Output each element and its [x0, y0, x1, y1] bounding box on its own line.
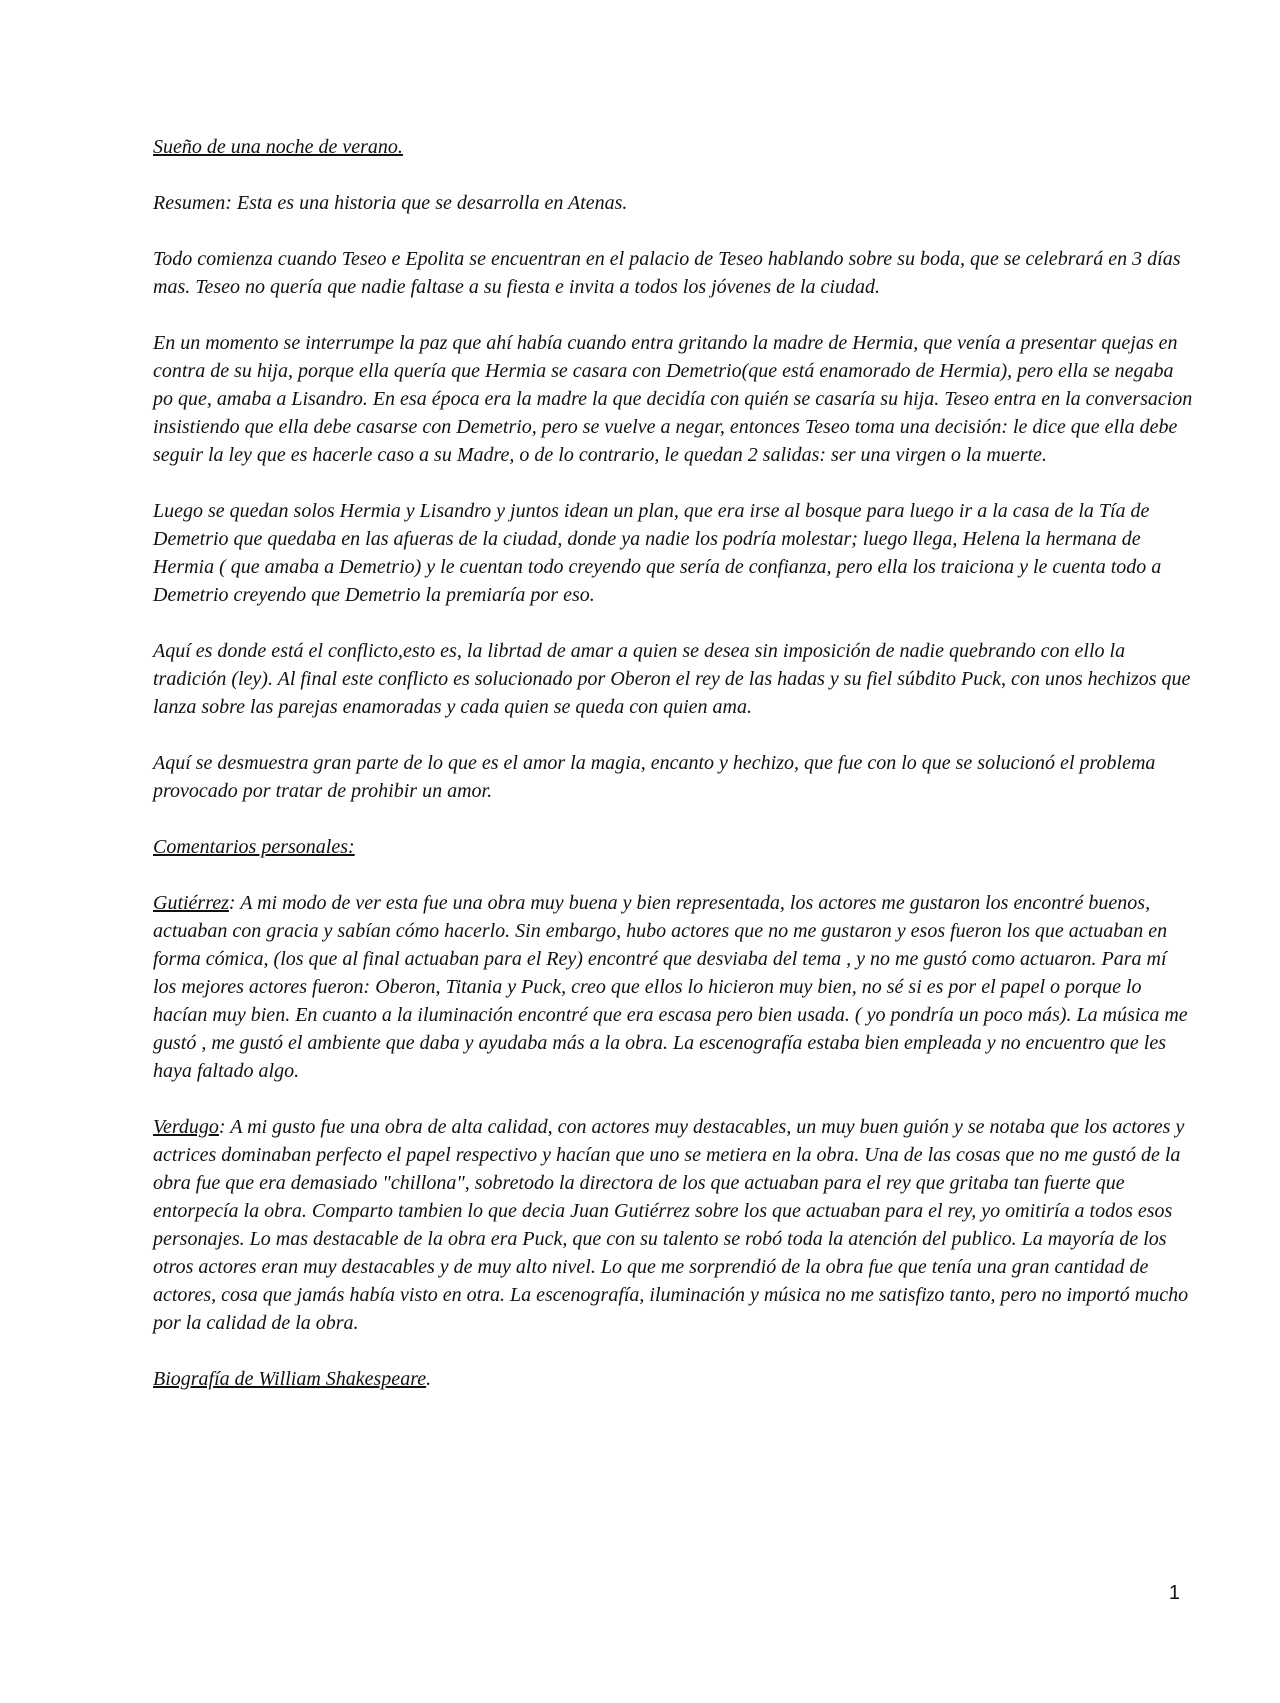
summary-intro: Resumen: Esta es una historia que se desarrolla en Atenas.	[153, 192, 628, 214]
paragraph-opening: Todo comienza cuando Teseo e Epolita se encuentran en el palacio de Teseo hablando sobre su boda, que se celebrará en 3 días mas. Teseo no quería que nadie faltase a su fiesta e invita a todos los jóvenes de la ciudad.	[153, 248, 1181, 298]
paragraph-conflict-setup: En un momento se interrumpe la paz que ahí había cuando entra gritando la madre de Hermia, que venía a presentar quejas en contra de su hija, porque ella quería que Hermia se casara con Demetrio(que está enamorado de Hermia), pero ella se negaba po que, amaba a Lisandro. En esa época era la madre la que decidía con quién se casaría su hija. Teseo entra en la conversacion insistiendo que ella debe casarse con Demetrio, pero se vuelve a negar, entonces Teseo toma una decisión: le dice que ella debe seguir la ley que es hacerle caso a su Madre, o de lo contrario, le quedan 2 salidas: ser una virgen o la muerte.	[153, 332, 1193, 466]
paragraph-conclusion: Aquí se desmuestra gran parte de lo que es el amor la magia, encanto y hechizo, que fue con lo que se solucionó el problema provocado por tratar de prohibir un amor.	[153, 752, 1156, 802]
comment-author-verdugo: Verdugo	[153, 1116, 219, 1138]
comment-text-verdugo: : A mi gusto fue una obra de alta calidad, con actores muy destacables, un muy buen guión y se notaba que los actores y actrices dominaban perfecto el papel respectivo y hacían que uno se metiera en la obra. Una de las cosas que no me gustó de la obra fue que era demasiado "chillona", sobretodo la directora de los que actuaban para el rey que gritaba tan fuerte que entorpecía la obra. Comparto tambien lo que decia Juan Gutiérrez sobre los que actuaban para el rey, yo omitiría a todos esos personajes. Lo mas destacable de la obra era Puck, que con su talento se robó toda la atención del publico. La mayoría de los otros actores eran muy destacables y de muy alto nivel. Lo que me sorprendió de la obra fue que tenía una gran cantidad de actores, cosa que jamás había visto en otra. La escenografía, iluminación y música no me satisfizo tanto, pero no importó mucho por la calidad de la obra.	[153, 1116, 1189, 1334]
document-body	[153, 133, 1193, 1421]
comment-author-gutierrez: Gutiérrez	[153, 892, 229, 914]
paragraph-plan: Luego se quedan solos Hermia y Lisandro y juntos idean un plan, que era irse al bosque para luego ir a la casa de la Tía de Demetrio que quedaba en las afueras de la ciudad, donde ya nadie los podría molestar; luego llega, Helena la hermana de Hermia ( que amaba a Demetrio) y le cuentan todo creyendo que sería de confianza, pero ella los traiciona y le cuenta todo a Demetrio creyendo que Demetrio la premiaría por eso.	[153, 500, 1162, 606]
comments-heading-text: Comentarios personales:	[153, 836, 355, 858]
paragraph-conflict: Aquí es donde está el conflicto,esto es, la librtad de amar a quien se desea sin imposición de nadie quebrando con ello la tradición (ley). Al final este conflicto es solucionado por Oberon el rey de las hadas y su fiel súbdito Puck, con unos hechizos que lanza sobre las parejas enamoradas y cada quien se queda con quien ama.	[153, 640, 1191, 718]
comment-verdugo	[153, 1113, 1193, 1337]
comments-heading	[153, 833, 1193, 861]
page-number: 1	[1168, 1582, 1180, 1604]
comment-text-gutierrez: : A mi modo de ver esta fue una obra muy buena y bien representada, los actores me gustaron los encontré buenos, actuaban con gracia y sabían cómo hacerlo. Sin embargo, hubo actores que no me gustaron y esos fueron los que actuaban en forma cómica, (los que al final actuaban para el Rey) encontré que desviaba del tema , y no me gustó como actuaron. Para mí los mejores actores fueron: Oberon, Titania y Puck, creo que ellos lo hicieron muy bien, no sé si es por el papel o porque lo hacían muy bien. En cuanto a la iluminación encontré que era escasa pero bien usada. ( yo pondría un poco más). La música me gustó , me gustó el ambiente que daba y ayudaba más a la obra. La escenografía estaba bien empleada y no encuentro que les haya faltado algo.	[153, 892, 1188, 1082]
biography-heading-period: .	[426, 1368, 432, 1390]
document-title-text: Sueño de una noche de verano.	[153, 136, 403, 158]
document-title	[153, 133, 1193, 161]
biography-heading	[153, 1365, 1193, 1393]
comment-gutierrez	[153, 889, 1193, 1085]
biography-heading-text: Biografía de William Shakespeare	[153, 1368, 427, 1390]
